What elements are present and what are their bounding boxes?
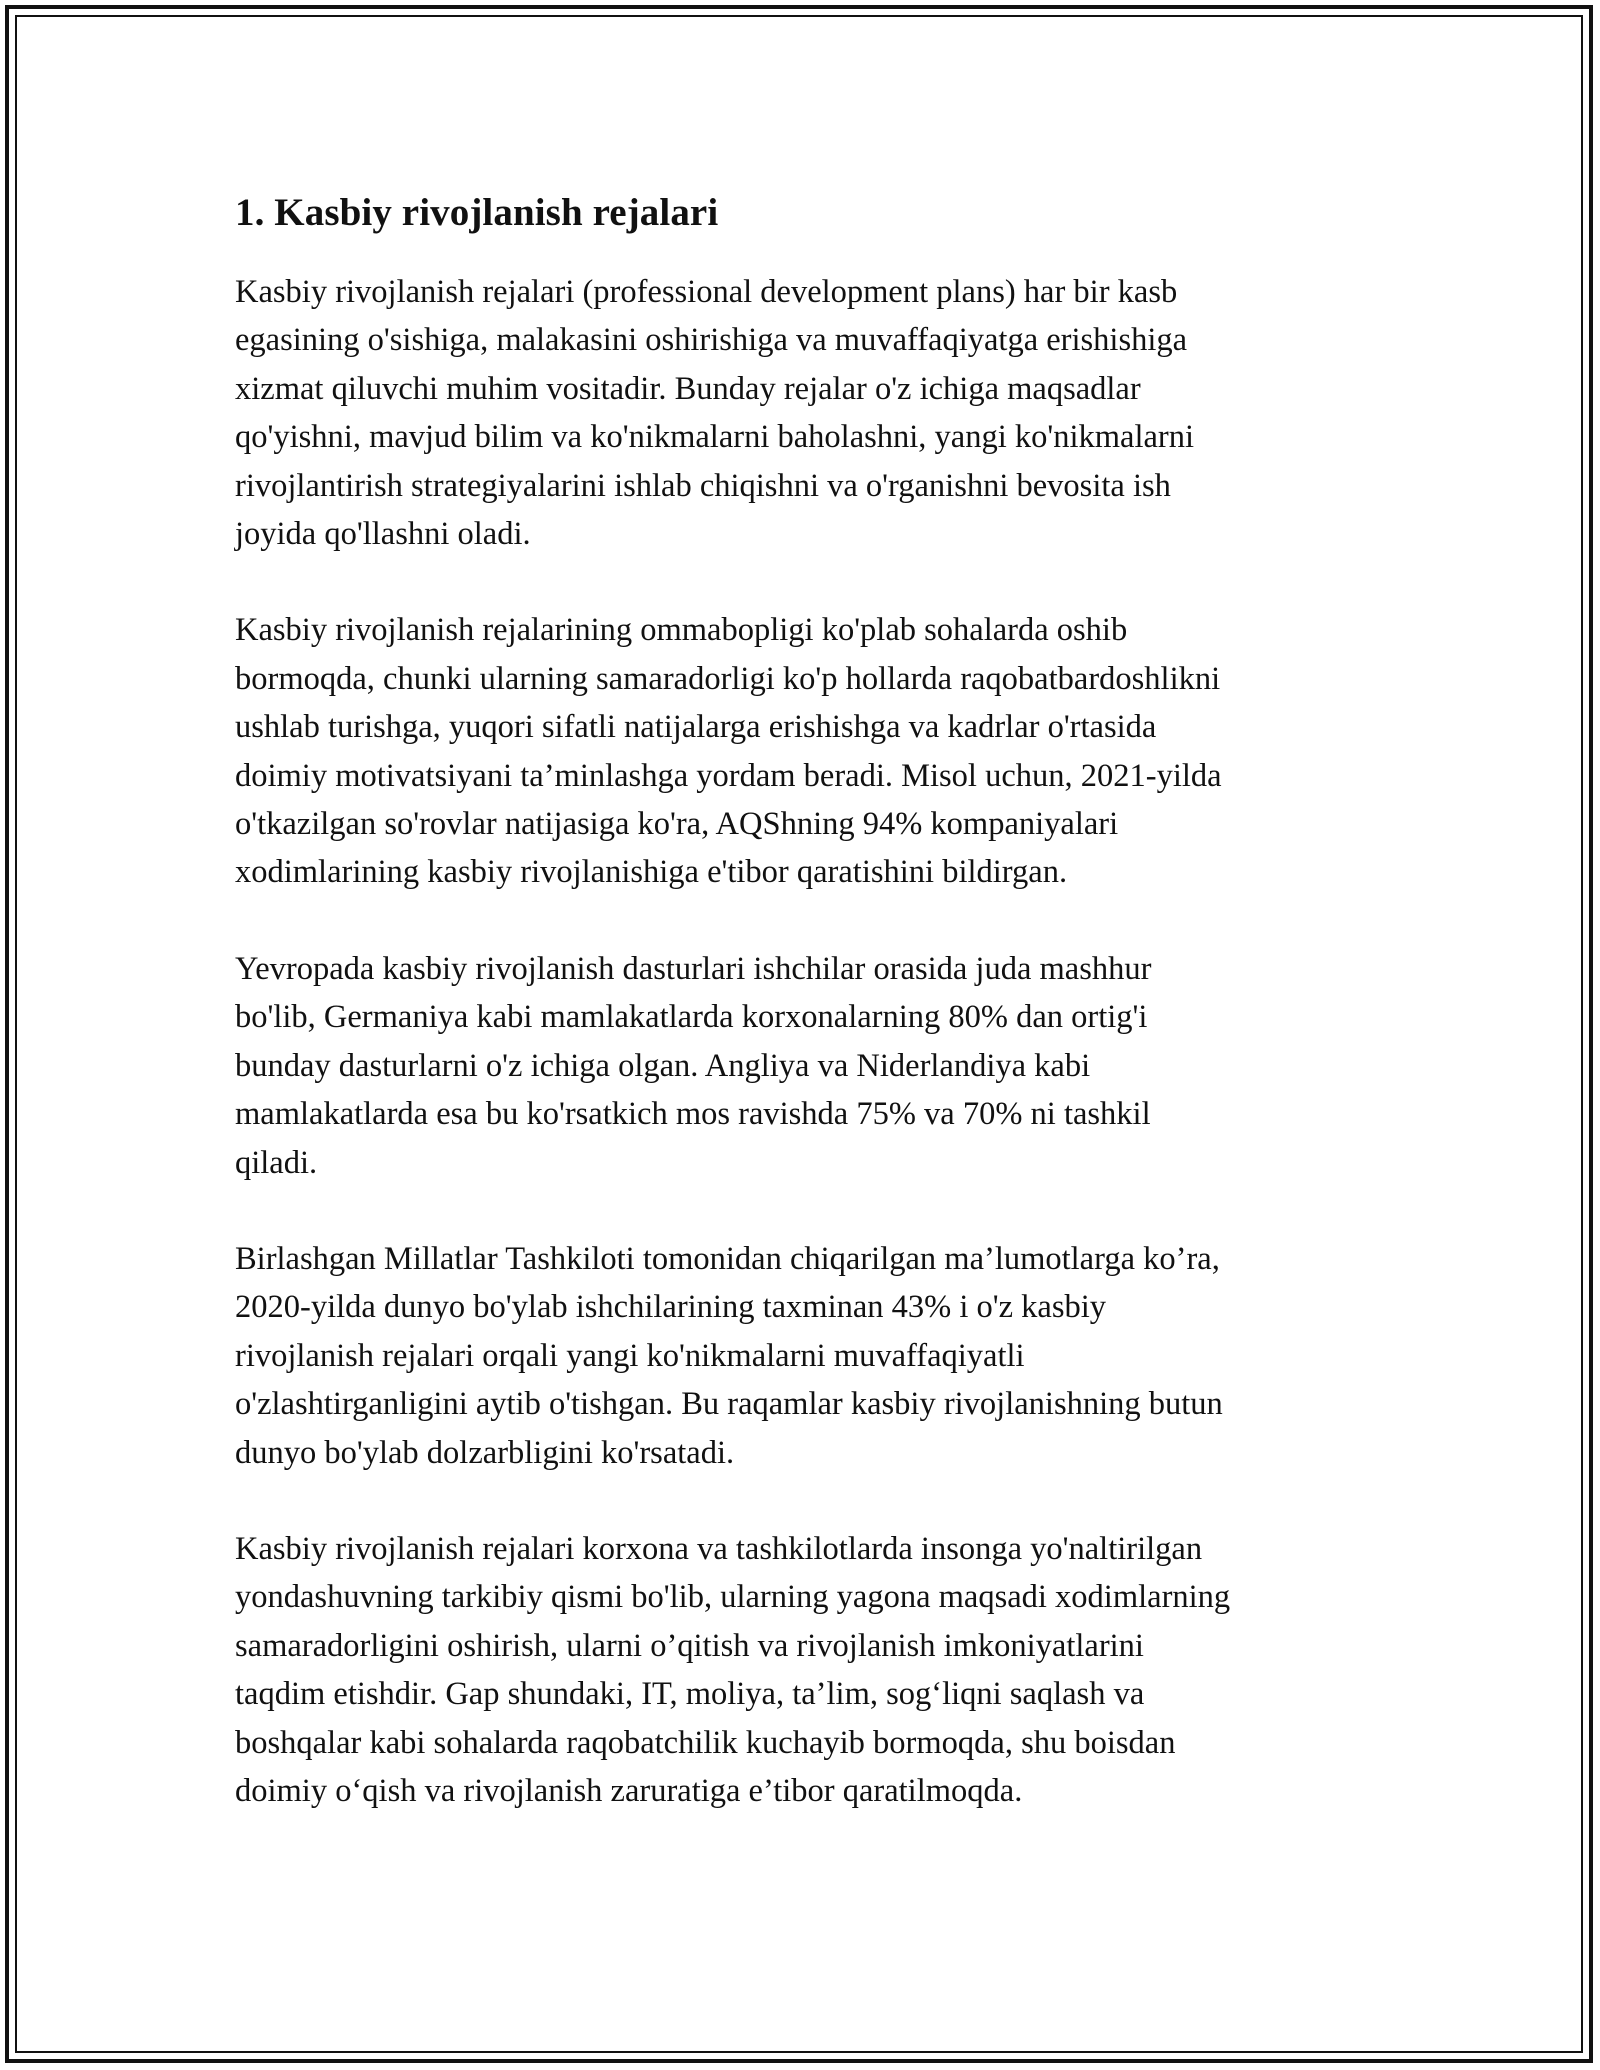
paragraph-popularity: Kasbiy rivojlanish rejalarining ommabopligi ko'plab sohalarda oshib bormoqda, chunki ularning samaradorligi ko'p hollarda raqobatbardoshlikni ushlab turishga, yuqori sifatli natijalarga erishishga va kadrlar o'rtasida doimiy motivatsiyani ta’minlashga yordam beradi. Misol uchun, 2021-yilda o'tkazilgan so'rovlar natijasiga ko'ra, AQShning 94% kompaniyalari xodimlarining kasbiy rivojlanishiga e'tibor qaratishini bildirgan. <box>235 612 1222 891</box>
document-body <box>235 188 1365 1863</box>
paragraph-intro: Kasbiy rivojlanish rejalari (professional development plans) har bir kasb egasining o'sishiga, malakasini oshirishiga va muvaffaqiyatga erishishiga xizmat qiluvchi muhim vositadir. Bunday rejalar o'z ichiga maqsadlar qo'yishni, mavjud bilim va ko'nikmalarni baholashni, yangi ko'nikmalarni rivojlantirish strategiyalarini ishlab chiqishni va o'rganishni bevosita ish joyida qo'llashni oladi. <box>235 274 1195 553</box>
paragraph-un-data: Birlashgan Millatlar Tashkiloti tomonidan chiqarilgan ma’lumotlarga ko’ra, 2020-yilda dunyo bo'ylab ishchilarining taxminan 43% i o'z kasbiy rivojlanish rejalari orqali yangi ko'nikmalarni muvaffaqiyatli o'zlashtirganligini aytib o'tishgan. Bu raqamlar kasbiy rivojlanishning butun dunyo bo'ylab dolzarbligini ko'rsatadi. <box>235 1240 1223 1471</box>
paragraph-conclusion: Kasbiy rivojlanish rejalari korxona va tashkilotlarda insonga yo'naltirilgan yondashuvning tarkibiy qismi bo'lib, ularning yagona maqsadi xodimlarning samaradorligini oshirish, ularni o’qitish va rivojlanish imkoniyatlarini taqdim etishdir. Gap shundaki, IT, moliya, ta’lim, sog‘liqni saqlash va boshqalar kabi sohalarda raqobatchilik kuchayib bormoqda, shu boisdan doimiy o‘qish va rivojlanish zaruratiga e’tibor qaratilmoqda. <box>235 1530 1231 1809</box>
section-heading: 1. Kasbiy rivojlanish rejalari <box>235 191 719 234</box>
paragraph-europe: Yevropada kasbiy rivojlanish dasturlari ishchilar orasida juda mashhur bo'lib, Germaniya kabi mamlakatlarda korxonalarning 80% dan ortig'i bunday dasturlarni o'z ichiga olgan. Angliya va Niderlandiya kabi mamlakatlarda esa bu ko'rsatkich mos ravishda 75% va 70% ni tashkil qiladi. <box>235 950 1152 1181</box>
